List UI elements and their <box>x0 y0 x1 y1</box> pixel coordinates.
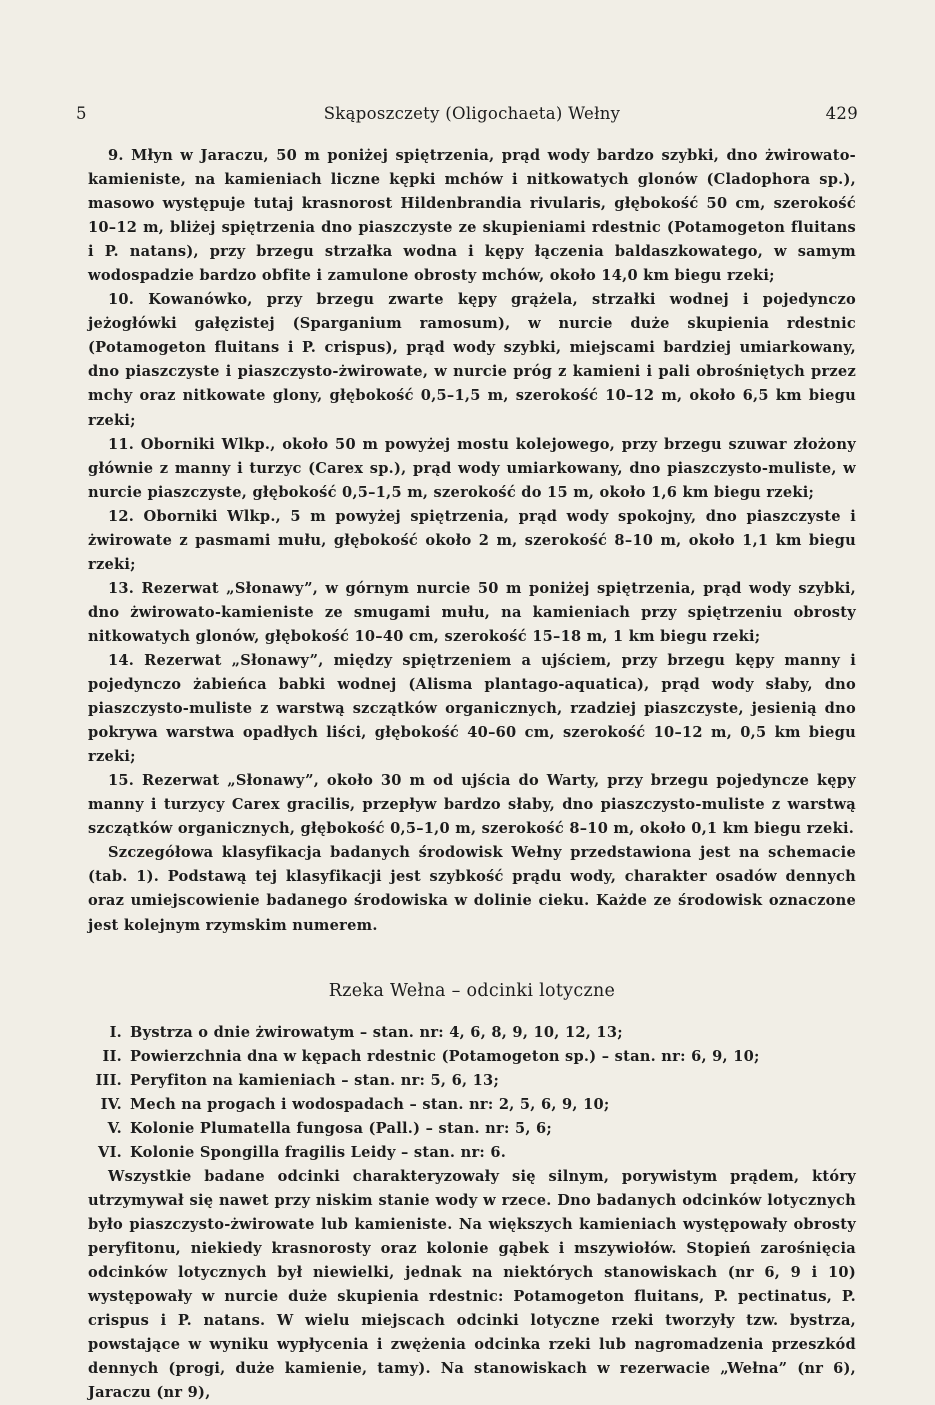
list-text: Powierzchnia dna w kępach rdestnic (Potamogeton sp.) – stan. nr: 6, 9, 10; <box>130 1047 760 1065</box>
paragraph-classification: Szczegółowa klasyfikacja badanych środowisk Wełny przedstawiona jest na schemacie (tab. 1). Podstawą tej klasyfikacji jest szybkość prądu wody, charakter osadów dennych oraz umiejscowienie badanego środowiska w dolinie cieku. Każde ze środowisk oznaczone jest kolejnym rzymskim numerem. <box>88 844 856 934</box>
list-item <box>88 1141 856 1165</box>
paragraph-station-9: 9. Młyn w Jaraczu, 50 m poniżej spiętrzenia, prąd wody bardzo szybki, dno żwirowato-kamieniste, na kamieniach liczne kępki mchów i nitkowatych glonów (Cladophora sp.), masowo występuje tutaj krasnorost Hildenbrandia rivularis, głębokość 50 cm, szerokość 10–12 m, bliżej spiętrzenia dno piaszczyste ze skupieniami rdestnic (Potamogeton fluitans i P. natans), przy brzegu strzałka wodna i kępy łączenia baldaszkowatego, w samym wodospadzie bardzo obfite i zamulone obrosty mchów, około 14,0 km biegu rzeki; <box>88 147 856 285</box>
running-title: Skąposzczety (Oligochaeta) Wełny <box>323 104 621 123</box>
page <box>76 104 858 1405</box>
section-title: Rzeka Wełna – odcinki lotyczne <box>328 980 616 1001</box>
paragraph-station-12: 12. Oborniki Wlkp., 5 m powyżej spiętrzenia, prąd wody spokojny, dno piaszczyste i żwirowate z pasmami mułu, głębokość około 2 m, szerokość 8–10 m, około 1,1 km biegu rzeki; <box>88 507 856 573</box>
list-number: II. <box>102 1047 122 1065</box>
list-text: Kolonie Plumatella fungosa (Pall.) – stan. nr: 5, 6; <box>130 1119 553 1137</box>
paragraph-lotic-sections: Wszystkie badane odcinki charakteryzowały się silnym, porywistym prądem, który utrzymywał się nawet przy niskim stanie wody w rzece. Dno badanych odcinków lotycznych było piaszczysto-żwirowate lub kamieniste. Na większych kamieniach występowały obrosty peryfitonu, niekiedy krasnorosty oraz kolonie gąbek i mszywiołów. Stopień zarośnięcia odcinków lotycznych był niewielki, jednak na niektórych stanowiskach (nr 6, 9 i 10) występowały w nurcie duże skupienia rdestnic: Potamogeton fluitans, P. pectinatus, P. crispus i P. natans. W wielu miejscach odcinki lotyczne rzeki tworzyły tzw. bystrza, powstające w wyniku wypłycenia i zwężenia odcinka rzeki lub nagromadzenia przeszkód dennych (progi, duże kamienie, tamy). Na stanowiskach w rezerwacie „Wełna” (nr 6), Jaraczu (nr 9), <box>88 1167 856 1402</box>
list-item <box>88 1093 856 1117</box>
list-number: III. <box>95 1071 122 1089</box>
paragraph-station-14: 14. Rezerwat „Słonawy”, między spiętrzeniem a ujściem, przy brzegu kępy manny i pojedynczo żabieńca babki wodnej (Alisma plantago-aquatica), prąd wody słaby, dno piaszczysto-muliste z warstwą szczątków organicznych, rzadziej piaszczyste, jesienią dno pokrywa warstwa opadłych liści, głębokość 40–60 cm, szerokość 10–12 m, 0,5 km biegu rzeki; <box>88 651 856 766</box>
list-item <box>88 1045 856 1069</box>
habitat-list <box>88 1021 856 1165</box>
paragraph-station-11: 11. Oborniki Wlkp., około 50 m powyżej mostu kolejowego, przy brzegu szuwar złożony głównie z manny i turzyc (Carex sp.), prąd wody umiarkowany, dno piaszczysto-muliste, w nurcie piaszczyste, głębokość 0,5–1,5 m, szerokość do 15 m, około 1,6 km biegu rzeki; <box>88 435 856 501</box>
list-text: Bystrza o dnie żwirowatym – stan. nr: 4, 6, 8, 9, 10, 12, 13; <box>130 1023 623 1041</box>
list-item <box>88 1069 856 1093</box>
running-head <box>76 104 858 138</box>
list-number: I. <box>109 1023 122 1041</box>
list-number: IV. <box>100 1095 122 1113</box>
paragraph-station-15: 15. Rezerwat „Słonawy”, około 30 m od ujścia do Warty, przy brzegu pojedyncze kępy manny i turzycy Carex gracilis, przepływ bardzo słaby, dno piaszczysto-muliste z warstwą szczątków organicznych, głębokość 0,5–1,0 m, szerokość 8–10 m, około 0,1 km biegu rzeki. <box>88 772 856 838</box>
list-text: Kolonie Spongilla fragilis Leidy – stan. nr: 6. <box>130 1143 507 1161</box>
list-number: VI. <box>98 1143 122 1161</box>
paragraph-station-10: 10. Kowanówko, przy brzegu zwarte kępy grążela, strzałki wodnej i pojedynczo jeżogłówki gałęzistej (Sparganium ramosum), w nurcie duże skupienia rdestnic (Potamogeton fluitans i P. crispus), prąd wody szybki, miejscami bardziej umiarkowany, dno piaszczyste i piaszczysto-żwirowate, w nurcie próg z kamieni i pali obrośniętych przez mchy oraz nitkowate glony, głębokość 0,5–1,5 m, szerokość 10–12 m, około 6,5 km biegu rzeki; <box>88 291 856 429</box>
list-text: Peryfiton na kamieniach – stan. nr: 5, 6, 13; <box>130 1071 500 1089</box>
list-number: V. <box>107 1119 122 1137</box>
list-item <box>88 1117 856 1141</box>
paragraph-station-13: 13. Rezerwat „Słonawy”, w górnym nurcie 50 m poniżej spiętrzenia, prąd wody szybki, dno żwirowato-kamieniste ze smugami mułu, na kamieniach przy spiętrzeniu obrosty nitkowatych glonów, głębokość 10–40 cm, szerokość 15–18 m, 1 km biegu rzeki; <box>88 579 856 645</box>
list-item <box>88 1021 856 1045</box>
chapter-number: 5 <box>76 104 87 123</box>
list-text: Mech na progach i wodospadach – stan. nr: 2, 5, 6, 9, 10; <box>130 1095 610 1113</box>
page-number: 429 <box>825 104 858 123</box>
